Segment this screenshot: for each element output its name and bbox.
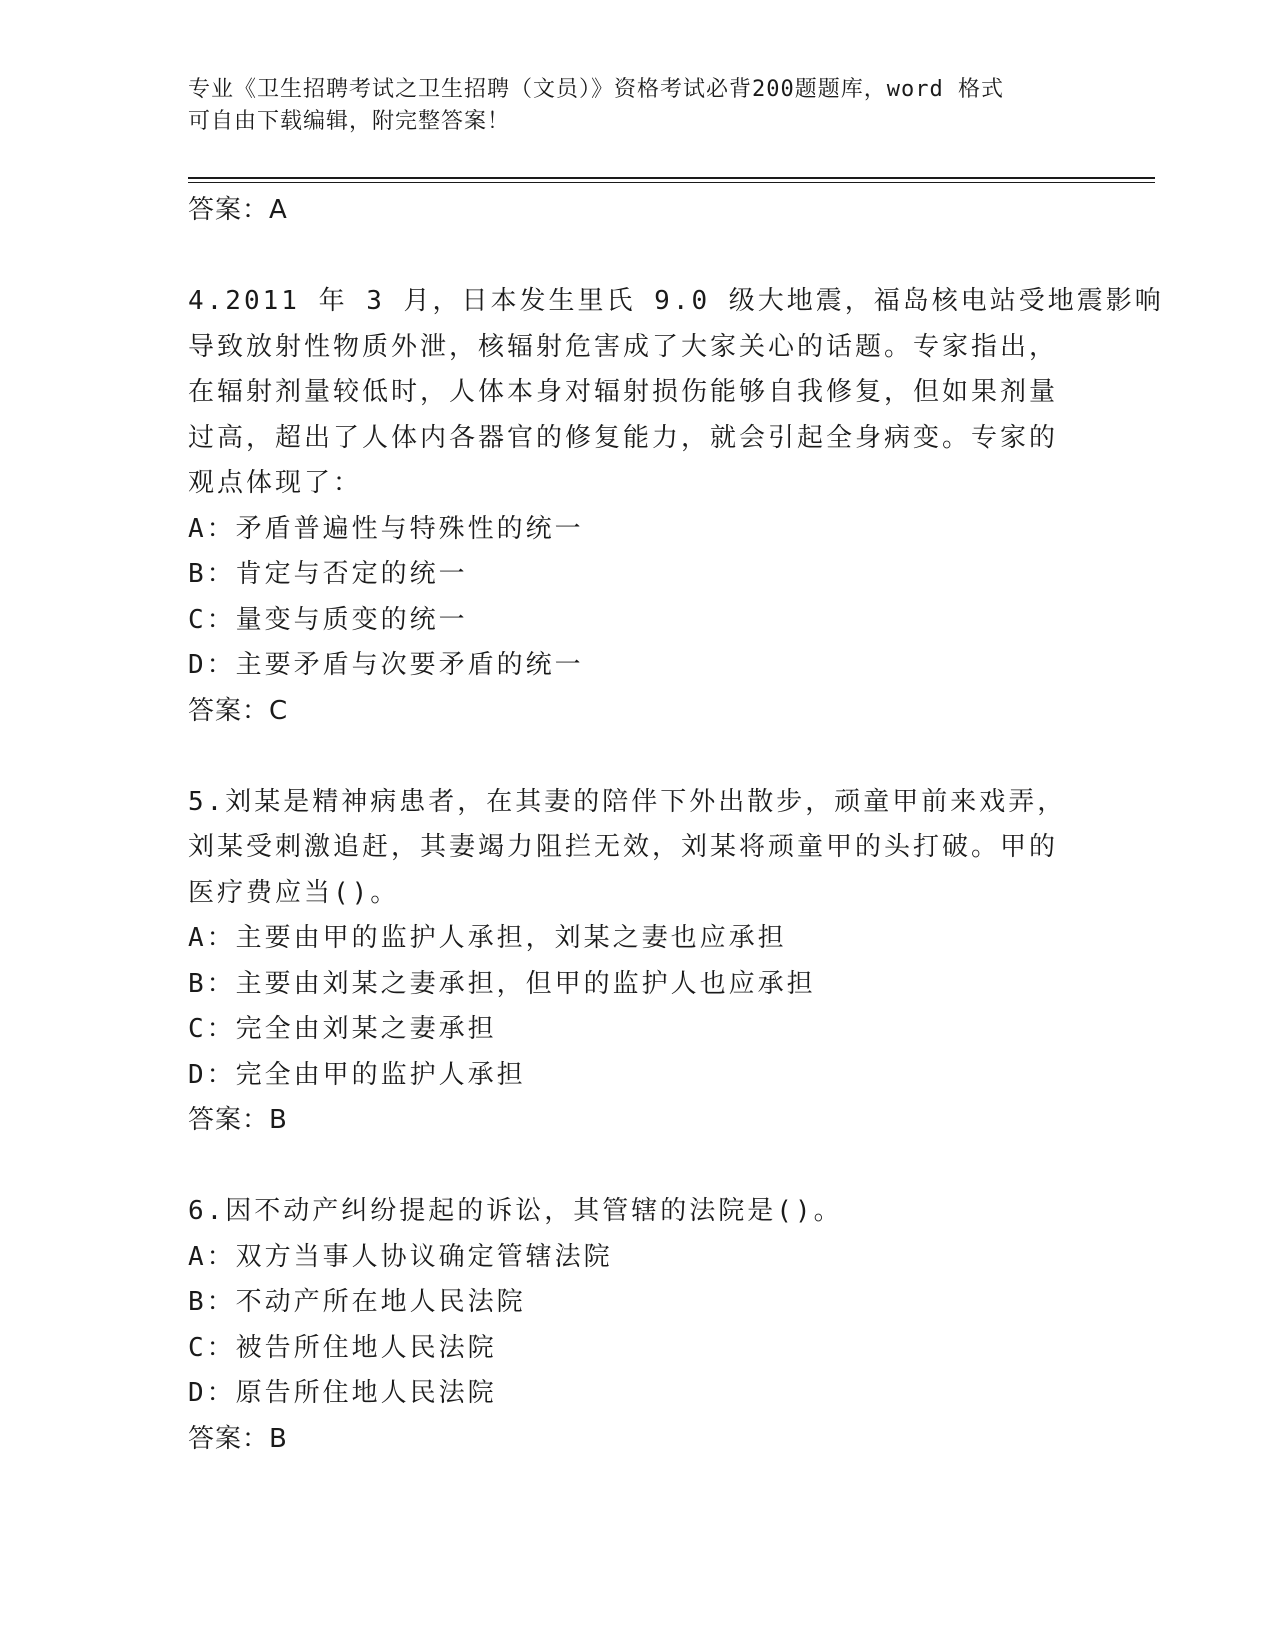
spacer <box>188 234 1088 280</box>
question-4-option-b: B：肯定与否定的统一 <box>188 559 468 589</box>
answer-q5: 答案：B <box>188 1105 288 1135</box>
question-4-line: 4.2011 年 3 月，日本发生里氏 9.0 级大地震，福岛核电站受地震影响 <box>188 286 1164 316</box>
question-4-option-c: C：量变与质变的统一 <box>188 604 468 635</box>
question-5-option-d: D：完全由甲的监护人承担 <box>188 1059 526 1090</box>
question-5-line: 医疗费应当()。 <box>188 877 400 908</box>
question-5-line: 5.刘某是精神病患者，在其妻的陪伴下外出散步，顽童甲前来戏弄， <box>188 786 1067 817</box>
question-4 <box>188 279 1164 734</box>
question-4-option-a: A：矛盾普遍性与特殊性的统一 <box>188 513 584 544</box>
question-6-option-c: C：被告所住地人民法院 <box>188 1332 497 1363</box>
spacer <box>188 734 1088 780</box>
header-rule-thick <box>188 177 1155 179</box>
document-body <box>188 188 1164 1462</box>
header-rule-thin <box>188 182 1155 183</box>
question-6 <box>188 1189 1088 1462</box>
answer-q6: 答案：B <box>188 1423 288 1454</box>
header-line-1: 专业《卫生招聘考试之卫生招聘（文员）》资格考试必背200题题库，word 格式 <box>188 77 1004 102</box>
question-5 <box>188 780 1088 1144</box>
question-6-option-a: A：双方当事人协议确定管辖法院 <box>188 1241 613 1272</box>
question-4-line: 在辐射剂量较低时，人体本身对辐射损伤能够自我修复，但如果剂量 <box>188 377 1059 407</box>
question-5-option-b: B：主要由刘某之妻承担，但甲的监护人也应承担 <box>188 968 816 999</box>
question-4-option-d: D：主要矛盾与次要矛盾的统一 <box>188 650 584 680</box>
document-header <box>188 74 1068 138</box>
question-5-option-a: A：主要由甲的监护人承担，刘某之妻也应承担 <box>188 923 787 953</box>
question-5-option-c: C：完全由刘某之妻承担 <box>188 1014 497 1044</box>
answer-q4: 答案：C <box>188 695 289 726</box>
question-6-option-b: B：不动产所在地人民法院 <box>188 1287 526 1317</box>
question-4-line: 观点体现了： <box>188 468 363 498</box>
question-5-line: 刘某受刺激追赶，其妻竭力阻拦无效，刘某将顽童甲的头打破。甲的 <box>188 832 1059 862</box>
question-4-line: 导致放射性物质外泄，核辐射危害成了大家关心的话题。专家指出， <box>188 331 1059 362</box>
header-line-2: 可自由下载编辑，附完整答案！ <box>188 109 511 134</box>
question-4-line: 过高，超出了人体内各器官的修复能力，就会引起全身病变。专家的 <box>188 422 1059 453</box>
question-6-line: 6.因不动产纠纷提起的诉讼，其管辖的法院是()。 <box>188 1196 843 1226</box>
question-6-option-d: D：原告所住地人民法院 <box>188 1378 497 1408</box>
answer-q3: 答案：A <box>188 195 288 225</box>
spacer <box>188 1144 1088 1190</box>
